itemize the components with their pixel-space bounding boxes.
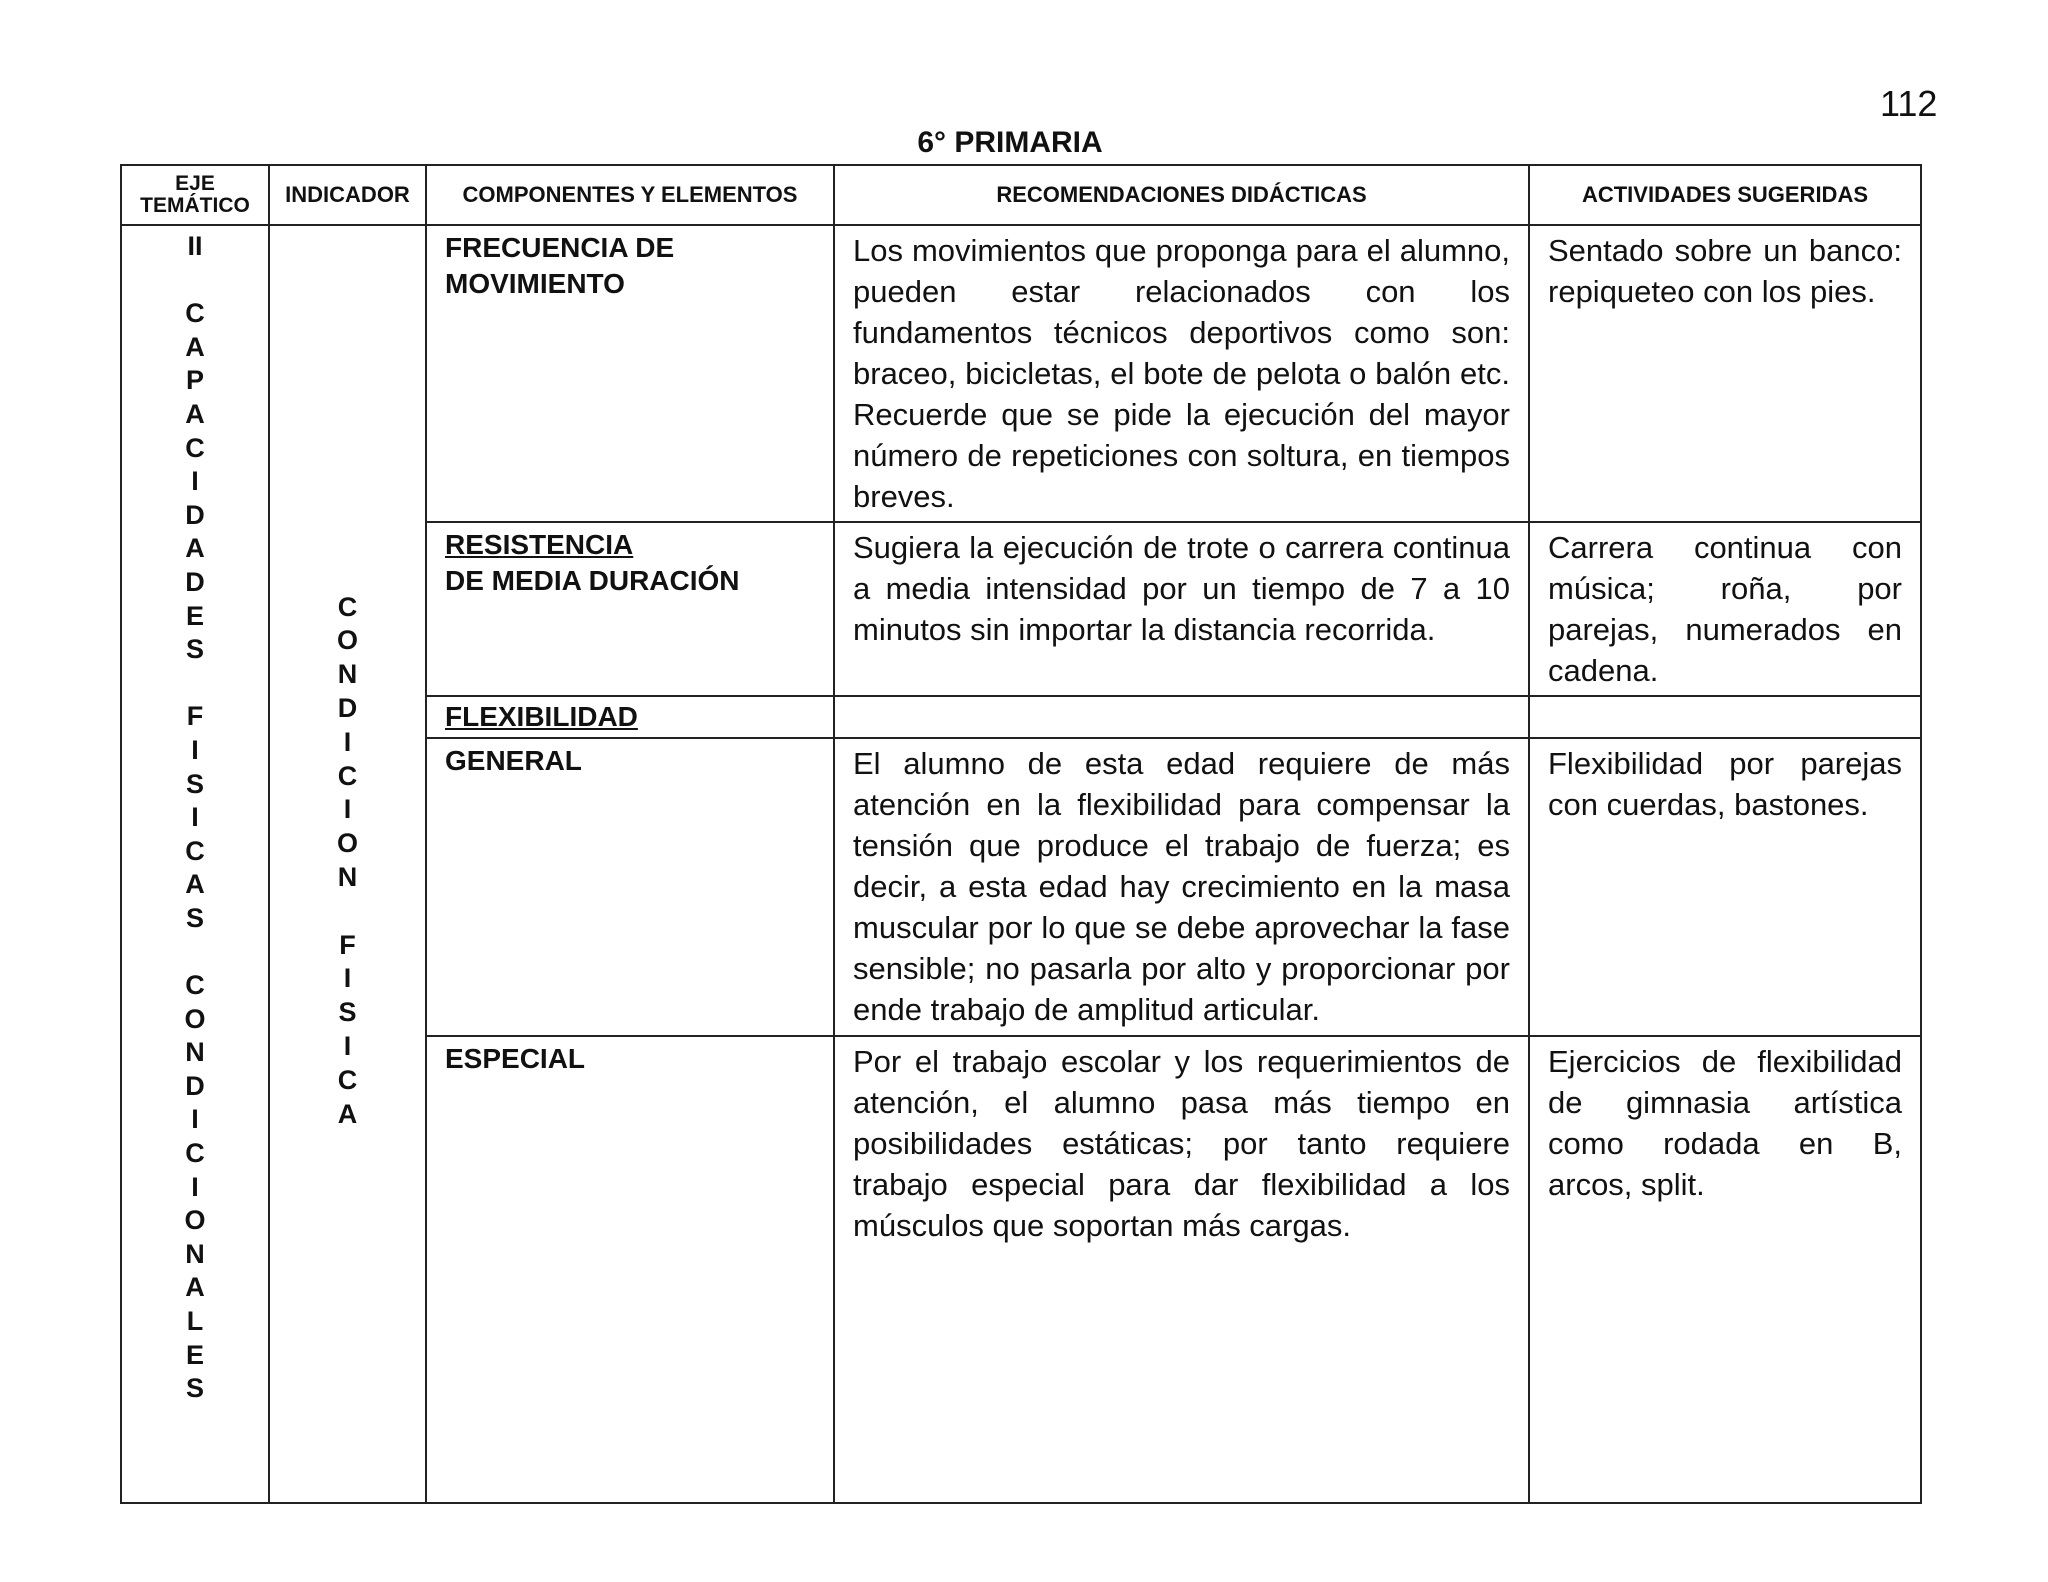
componente-cell: FLEXIBILIDAD: [426, 696, 834, 738]
header-actividades: ACTIVIDADES SUGERIDAS: [1529, 165, 1921, 225]
recomendacion-cell: Sugiera la ejecución de trote o carrera continua a media intensidad por un tiempo de 7 a 10 minutos sin importar la distancia recorrida.: [834, 522, 1529, 696]
curriculum-table: [120, 164, 1922, 1504]
eje-tematico-cell: II C A P A C I D A D E S F I S I C A S C O N D I C I O N A L E S: [121, 225, 269, 1503]
componente-label: MOVIMIENTO: [445, 268, 625, 299]
componente-cell: [426, 225, 834, 522]
indicador-cell: C O N D I C I O N F I S I C A: [269, 225, 426, 1503]
componente-label: RESISTENCIA: [445, 529, 634, 560]
header-recomendaciones: RECOMENDACIONES DIDÁCTICAS: [834, 165, 1529, 225]
header-eje-tematico: [121, 165, 269, 225]
actividad-cell: Sentado sobre un banco: repiqueteo con los pies.: [1529, 225, 1921, 522]
actividad-cell: [1529, 696, 1921, 738]
componente-cell: ESPECIAL: [426, 1036, 834, 1503]
header-eje-line1: EJE: [175, 172, 215, 195]
actividad-cell: Flexibilidad por parejas con cuerdas, bastones.: [1529, 738, 1921, 1036]
table-row: [121, 225, 1921, 522]
componente-cell: GENERAL: [426, 738, 834, 1036]
header-eje-line2: TEMÁTICO: [140, 194, 250, 217]
header-indicador: INDICADOR: [269, 165, 426, 225]
recomendacion-cell: Los movimientos que proponga para el alumno, pueden estar relacionados con los fundamentos técnicos deportivos como son: braceo, bicicletas, el bote de pelota o balón etc. Recuerde que se pide la ejecución del mayor número de repeticiones con soltura, en tiempos breves.: [834, 225, 1529, 522]
componente-label: DE MEDIA DURACIÓN: [445, 565, 740, 596]
componente-cell: [426, 522, 834, 696]
recomendacion-cell: [834, 696, 1529, 738]
table-header-row: [121, 165, 1921, 225]
actividad-cell: Carrera continua con música; roña, por parejas, numerados en cadena.: [1529, 522, 1921, 696]
componente-label: FRECUENCIA DE: [445, 232, 675, 263]
page-number: 112: [1880, 83, 1938, 124]
page-title: 6° PRIMARIA: [917, 126, 1103, 159]
recomendacion-cell: Por el trabajo escolar y los requerimientos de atención, el alumno pasa más tiempo en posibilidades estáticas; por tanto requiere trabajo especial para dar flexibilidad a los músculos que soportan más cargas.: [834, 1036, 1529, 1503]
actividad-cell: Ejercicios de flexibilidad de gimnasia artística como rodada en B, arcos, split.: [1529, 1036, 1921, 1503]
recomendacion-cell: El alumno de esta edad requiere de más atención en la flexibilidad para compensar la tensión que produce el trabajo de fuerza; es decir, a esta edad hay crecimiento en la masa muscular por lo que se debe aprovechar la fase sensible; no pasarla por alto y proporcionar por ende trabajo de amplitud articular.: [834, 738, 1529, 1036]
header-componentes: COMPONENTES Y ELEMENTOS: [426, 165, 834, 225]
